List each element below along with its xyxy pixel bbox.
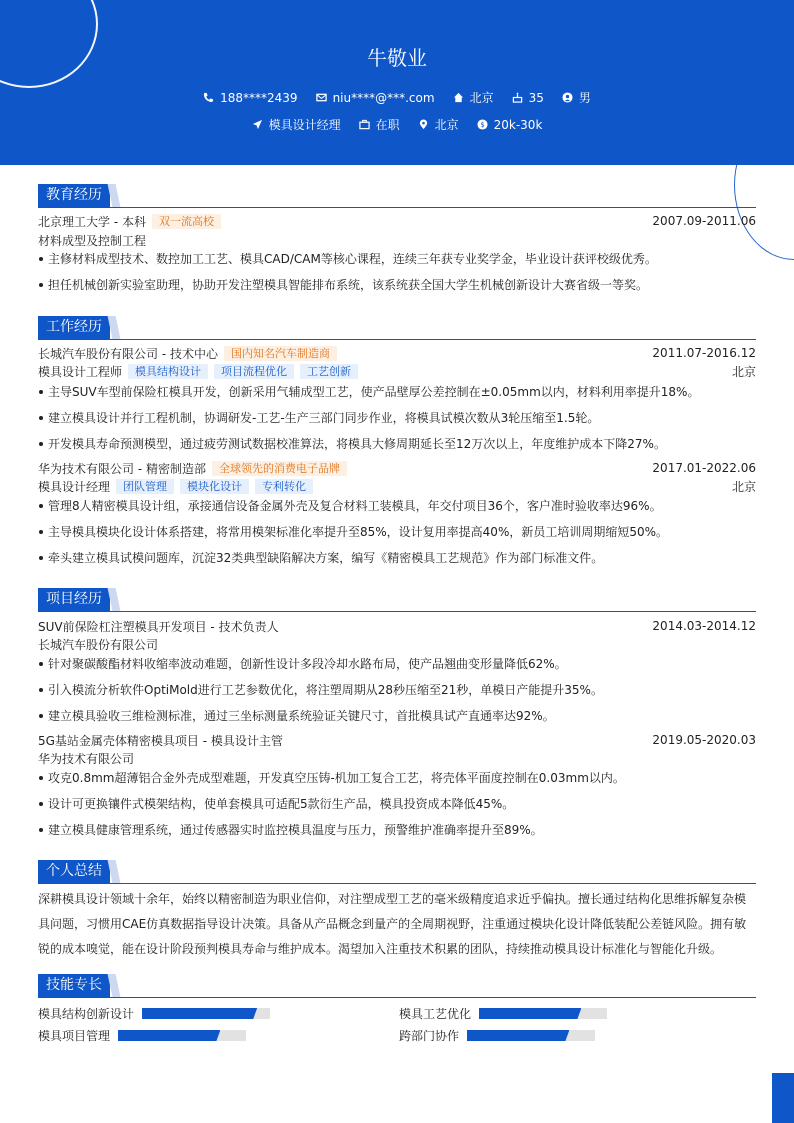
school-name: 北京理工大学 - 本科 [38, 214, 146, 229]
work-role-row [38, 478, 756, 494]
role-tag: 模块化设计 [180, 479, 249, 494]
status-item [359, 116, 400, 133]
project-date: 2014.03-2014.12 [652, 619, 756, 633]
work-company-row [38, 460, 756, 476]
list-item: 建立模具健康管理系统，通过传感器实时监控模具温度与压力，预警维护准确率提升至89%。 [38, 822, 756, 838]
target-city-text: 北京 [434, 118, 459, 132]
section-header [38, 316, 756, 340]
age-item [512, 91, 544, 105]
role-title: 模具设计工程师 [38, 364, 123, 379]
section-header [38, 860, 756, 884]
contact-row [0, 89, 794, 106]
phone-item [203, 91, 297, 105]
list-item: 引入模流分析软件OptiMold进行工艺参数优化，将注塑周期从28秒压缩至21秒，单模日产能提升35%。 [38, 682, 756, 698]
phone-text: 188****2439 [220, 90, 298, 105]
skill-name: 模具项目管理 [38, 1029, 111, 1043]
list-item: 开发模具寿命预测模型，通过疲劳测试数据校准算法，将模具大修周期延长至12万次以上，年度维护成本下降27%。 [38, 436, 756, 452]
education-row [38, 213, 756, 229]
position-text: 模具设计经理 [268, 118, 341, 132]
list-item: 担任机械创新实验室助理，协助开发注塑模具智能排布系统，该系统获全国大学生机械创新设计大赛省级一等奖。 [38, 277, 756, 293]
work-date: 2011.07-2016.12 [652, 346, 756, 360]
summary-text: 深耕模具设计领域十余年，始终以精密制造为职业信仰，对注塑成型工艺的毫米级精度追求近乎偏执。擅长通过结构化思维拆解复杂模具问题，习惯用CAE仿真数据指导设计决策。具备从产品概念到量产的全周期视野，注重通过模块化设计降低装配公差链风险。拥有敏锐的成本嗅觉，能在设计阶段预判模具寿命与维护成本。渴望加入注重技术积累的团队，持续推动模具设计标准化与智能化升级。 [38, 892, 747, 956]
city-text: 北京 [469, 91, 494, 105]
company-name: 华为技术有限公司 - 精密制造部 [38, 461, 206, 476]
email-item [316, 91, 435, 105]
section-title: 个人总结 [38, 860, 110, 883]
skill-bar-fill [467, 1030, 569, 1041]
cake-icon [512, 92, 523, 103]
mail-icon [316, 92, 327, 103]
skill-name: 模具工艺优化 [399, 1007, 472, 1021]
briefcase-icon [359, 119, 370, 130]
work-role-row [38, 363, 756, 379]
section-title: 技能专长 [38, 974, 110, 997]
skill-item [399, 1027, 595, 1044]
role-tag: 模具结构设计 [128, 364, 208, 379]
major-row [38, 232, 756, 248]
email-text: niu****@***.com [332, 90, 435, 105]
education-date: 2007.09-2011.06 [652, 214, 756, 228]
project-org-row [38, 750, 756, 766]
position-item [252, 116, 341, 133]
project-org: 华为技术有限公司 [38, 751, 135, 766]
project-row [38, 732, 756, 748]
project-section [38, 588, 756, 837]
project-row [38, 618, 756, 634]
project-org-row [38, 636, 756, 652]
skill-item [399, 1005, 607, 1022]
work-date: 2017.01-2022.06 [652, 461, 756, 475]
role-tag: 项目流程优化 [214, 364, 294, 379]
list-item: 设计可更换镶件式模架结构，使单套模具可适配5款衍生产品，模具投资成本降低45%。 [38, 796, 756, 812]
send-icon [252, 119, 263, 130]
resume-header [0, 0, 794, 165]
salary-item [477, 118, 543, 132]
section-title: 教育经历 [38, 184, 110, 207]
list-item: 主导模具模块化设计体系搭建，将常用模架标准化率提升至85%，设计复用率提高40%，新员工培训周期缩短50%。 [38, 524, 756, 540]
skill-bar-fill [118, 1030, 220, 1041]
major: 材料成型及控制工程 [38, 233, 147, 248]
section-header [38, 974, 756, 998]
svg-text:$: $ [479, 120, 485, 129]
location-icon [418, 119, 429, 130]
skill-bar [479, 1008, 607, 1019]
role-title: 模具设计经理 [38, 479, 111, 494]
project-name: 5G基站金属壳体精密模具项目 - 模具设计主管 [38, 733, 283, 748]
phone-icon [203, 92, 214, 103]
project-org: 长城汽车股份有限公司 [38, 637, 159, 652]
company-name: 长城汽车股份有限公司 - 技术中心 [38, 346, 218, 361]
section-header [38, 184, 756, 208]
work-city: 北京 [731, 364, 756, 379]
gender-text: 男 [578, 91, 591, 105]
company-tag: 国内知名汽车制造商 [224, 346, 337, 361]
work-city: 北京 [731, 479, 756, 494]
skill-item [38, 1005, 270, 1022]
skill-bar-fill [142, 1008, 257, 1019]
work-company-row [38, 345, 756, 361]
section-title: 工作经历 [38, 316, 110, 339]
salary-text: 20k-30k [493, 117, 543, 132]
section-header [38, 588, 756, 612]
decor-block [772, 1073, 794, 1123]
list-item: 攻克0.8mm超薄铝合金外壳成型难题，开发真空压铸-机加工复合工艺，将壳体平面度控制在0.03mm以内。 [38, 770, 756, 786]
list-item: 建立模具验收三维检测标准，通过三坐标测量系统验证关键尺寸，首批模具试产直通率达92%。 [38, 708, 756, 724]
school-tag: 双一流高校 [152, 214, 221, 229]
project-name: SUV前保险杠注塑模具开发项目 - 技术负责人 [38, 619, 279, 634]
role-tag: 团队管理 [116, 479, 174, 494]
job-row [0, 116, 794, 133]
status-text: 在职 [375, 118, 400, 132]
skill-name: 模具结构创新设计 [38, 1007, 135, 1021]
list-item: 主修材料成型技术、数控加工工艺、模具CAD/CAM等核心课程，连续三年获专业奖学金，毕业设计获评校级优秀。 [38, 251, 756, 267]
user-icon [562, 92, 573, 103]
role-tag: 工艺创新 [300, 364, 358, 379]
city-item [453, 89, 494, 106]
target-city-item [418, 116, 459, 133]
coin-icon [477, 119, 488, 130]
skill-bar [467, 1030, 595, 1041]
home-icon [453, 92, 464, 103]
summary-section [38, 860, 756, 956]
list-item: 主导SUV车型前保险杠模具开发，创新采用气辅成型工艺，使产品壁厚公差控制在±0.05mm以内，材料利用率提升18%。 [38, 384, 756, 400]
skills-section [38, 974, 756, 1043]
gender-item [562, 89, 591, 106]
project-date: 2019.05-2020.03 [652, 733, 756, 747]
skill-bar [118, 1030, 246, 1041]
list-item: 建立模具设计并行工程机制，协调研发-工艺-生产三部门同步作业，将模具试模次数从3轮压缩至1.5轮。 [38, 410, 756, 426]
skill-item [38, 1027, 246, 1044]
section-title: 项目经历 [38, 588, 110, 611]
list-item: 管理8人精密模具设计组，承接通信设备金属外壳及复合材料工装模具，年交付项目36个，客户准时验收率达96%。 [38, 498, 756, 514]
company-tag: 全球领先的消费电子品牌 [212, 461, 347, 476]
skill-bar [142, 1008, 270, 1019]
list-item: 针对聚碳酸酯材料收缩率波动难题，创新性设计多段冷却水路布局，使产品翘曲变形量降低62%。 [38, 656, 756, 672]
work-section [38, 316, 756, 565]
skill-name: 跨部门协作 [399, 1029, 460, 1043]
skill-bar-fill [479, 1008, 581, 1019]
role-tag: 专利转化 [255, 479, 313, 494]
age-text: 35 [528, 90, 544, 105]
list-item: 牵头建立模具试模问题库，沉淀32类典型缺陷解决方案，编写《精密模具工艺规范》作为部门标准文件。 [38, 550, 756, 566]
education-section [38, 184, 756, 292]
candidate-name: 牛敬业 [367, 46, 427, 70]
